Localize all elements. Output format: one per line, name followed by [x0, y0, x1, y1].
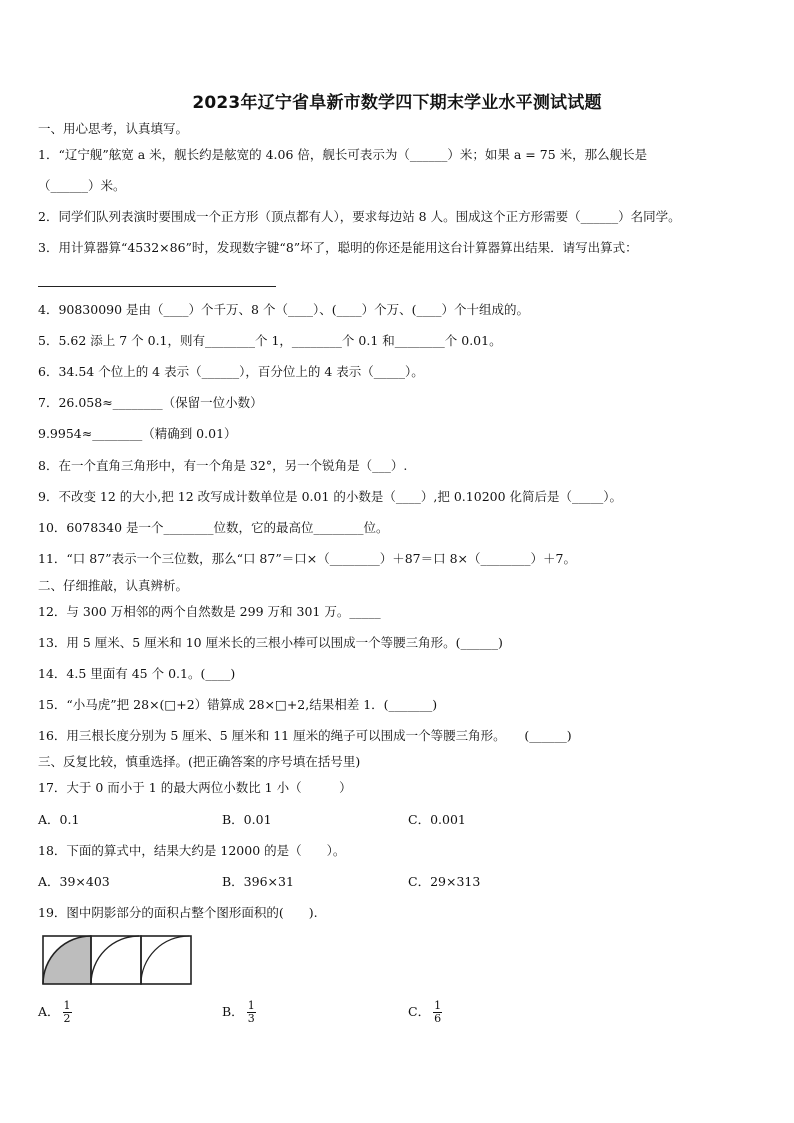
question-1: 1．“辽宁舰”舷宽 a 米，舰长约是舷宽的 4.06 倍，舰长可表示为（______）米；如果 a = 75 米，那么舰长是	[38, 147, 648, 162]
question-9: 9．不改变 12 的大小,把 12 改写成计数单位是 0.01 的小数是（____）,把 0.10200 化简后是（_____）。	[38, 489, 623, 504]
denominator: 2	[63, 1012, 71, 1025]
section-1-heading: 一、用心思考，认真填写。	[38, 121, 189, 136]
question-5: 5．5.62 添上 7 个 0.1，则有________个 1，________个 0.1 和________个 0.01。	[38, 333, 502, 348]
question-19-option-c	[408, 1000, 442, 1025]
question-3: 3．用计算器算“4532×86”时，发现数字键“8”坏了，聪明的你还是能用这台计算器算出结果．请写出算式：	[38, 240, 638, 255]
option-b-letter: B．	[222, 1004, 244, 1019]
square-3	[141, 936, 191, 984]
question-18-option-b: B．396×31	[222, 874, 294, 889]
question-15: 15．“小马虎”把 28×(□+2）错算成 28×□+2,结果相差 1．(_______)	[38, 697, 438, 712]
question-19: 19．图中阴影部分的面积占整个图形面积的( ).	[38, 905, 318, 920]
question-17: 17．大于 0 而小于 1 的最大两位小数比 1 小（ ）	[38, 780, 352, 795]
question-13: 13．用 5 厘米、5 厘米和 10 厘米长的三根小棒可以围成一个等腰三角形。(______)	[38, 635, 503, 650]
numerator: 1	[63, 999, 71, 1012]
section-2-heading: 二、仔细推敲，认真辨析。	[38, 578, 189, 593]
arc-2	[91, 936, 139, 984]
question-16: 16．用三根长度分别为 5 厘米、5 厘米和 11 厘米的绳子可以围成一个等腰三角形。 (______)	[38, 728, 572, 743]
fraction-one-half	[63, 1000, 72, 1025]
question-19-option-b	[222, 1000, 256, 1025]
question-1-continued: （______）米。	[38, 178, 126, 193]
square-2	[91, 936, 141, 984]
quarter-circles-svg	[42, 935, 194, 985]
question-2: 2．同学们队列表演时要围成一个正方形（顶点都有人），要求每边站 8 人。围成这个正方形需要（______）名同学。	[38, 209, 681, 224]
fraction-one-third	[247, 1000, 256, 1025]
arc-3	[141, 936, 189, 984]
question-12: 12．与 300 万相邻的两个自然数是 299 万和 301 万。_____	[38, 604, 381, 619]
question-14: 14．4.5 里面有 45 个 0.1。(____)	[38, 666, 236, 681]
denominator: 6	[434, 1012, 442, 1025]
question-6: 6．34.54 个位上的 4 表示（______），百分位上的 4 表示（_____）。	[38, 364, 424, 379]
answer-line	[38, 286, 276, 287]
section-3-heading: 三、反复比较，慎重选择。(把正确答案的序号填在括号里)	[38, 754, 361, 769]
question-19-option-a	[38, 1000, 72, 1025]
question-17-option-c: C．0.001	[408, 812, 466, 827]
question-10: 10．6078340 是一个________位数，它的最高位________位。	[38, 520, 389, 535]
page-title: 2023年辽宁省阜新市数学四下期末学业水平测试试题	[192, 93, 602, 113]
numerator: 1	[434, 999, 442, 1012]
shaded-quarter-circles-figure	[42, 935, 194, 989]
question-4: 4．90830090 是由（____）个千万、8 个（____）、(____）个万、(____）个十组成的。	[38, 302, 529, 317]
denominator: 3	[247, 1012, 255, 1025]
question-17-option-a: A．0.1	[38, 812, 80, 827]
question-8: 8．在一个直角三角形中，有一个角是 32°，另一个锐角是（___）.	[38, 458, 408, 473]
question-18: 18．下面的算式中，结果大约是 12000 的是（ ）。	[38, 843, 346, 858]
question-18-option-a: A．39×403	[38, 874, 110, 889]
fraction-one-sixth	[433, 1000, 442, 1025]
question-7: 7．26.058≈________（保留一位小数）	[38, 395, 263, 410]
question-7-part-2: 9.9954≈________（精确到 0.01）	[38, 426, 237, 441]
option-c-letter: C．	[408, 1004, 431, 1019]
numerator: 1	[247, 999, 255, 1012]
question-17-option-b: B．0.01	[222, 812, 272, 827]
question-18-option-c: C．29×313	[408, 874, 481, 889]
option-a-letter: A．	[38, 1004, 60, 1019]
question-11: 11．“口 87”表示一个三位数，那么“口 87”＝口×（________）＋87＝口 8×（________）＋7。	[38, 551, 576, 566]
